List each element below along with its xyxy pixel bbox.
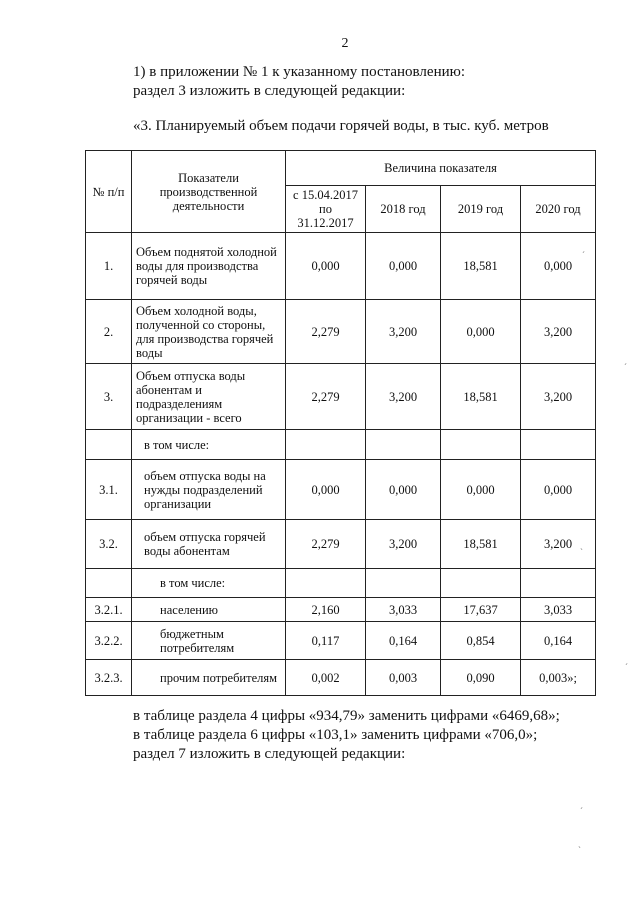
water-volume-table <box>85 150 596 696</box>
row-value: 0,000 <box>286 233 366 300</box>
header-value: Величина показателя <box>286 151 596 186</box>
row-value: 0,003»; <box>521 660 596 696</box>
table-header-row <box>86 151 596 186</box>
table-row <box>86 598 596 622</box>
section-title: «3. Планируемый объем подачи горячей воды, в тыс. куб. метров <box>133 118 549 134</box>
row-value: 0,003 <box>366 660 441 696</box>
row-num <box>86 569 132 598</box>
row-value: 0,117 <box>286 622 366 660</box>
table-row <box>86 364 596 430</box>
row-value <box>521 569 596 598</box>
table-row <box>86 520 596 569</box>
row-value: 0,000 <box>441 300 521 364</box>
row-value: 0,000 <box>521 460 596 520</box>
intro-line-2: раздел 3 изложить в следующей редакции: <box>133 83 406 99</box>
row-value: 18,581 <box>441 233 521 300</box>
row-value <box>441 430 521 460</box>
row-value: 0,854 <box>441 622 521 660</box>
row-value <box>366 430 441 460</box>
header-2020: 2020 год <box>521 186 596 233</box>
row-value: 3,200 <box>521 520 596 569</box>
scan-mark: ˊ <box>580 806 583 816</box>
row-value: 0,164 <box>521 622 596 660</box>
row-label: Объем поднятой холодной воды для производства горячей воды <box>132 233 286 300</box>
row-label: Объем холодной воды, полученной со стороны, для производства горячей воды <box>132 300 286 364</box>
row-value <box>286 569 366 598</box>
table-row <box>86 300 596 364</box>
table-row <box>86 569 596 598</box>
header-num: № п/п <box>86 151 132 233</box>
row-num: 2. <box>86 300 132 364</box>
row-value <box>286 430 366 460</box>
table-row <box>86 430 596 460</box>
row-value: 0,164 <box>366 622 441 660</box>
header-2019: 2019 год <box>441 186 521 233</box>
row-num <box>86 430 132 460</box>
intro-line-1: 1) в приложении № 1 к указанному постановлению: <box>133 64 465 80</box>
row-num: 3.1. <box>86 460 132 520</box>
row-value: 0,000 <box>366 233 441 300</box>
outro-line-2: в таблице раздела 6 цифры «103,1» заменить цифрами «706,0»; <box>133 727 538 743</box>
row-value <box>441 569 521 598</box>
row-label: населению <box>132 598 286 622</box>
row-label: Объем отпуска воды абонентам и подразделениям организации - всего <box>132 364 286 430</box>
row-value: 18,581 <box>441 364 521 430</box>
row-value: 3,200 <box>521 300 596 364</box>
row-label: прочим потребителям <box>132 660 286 696</box>
row-value: 0,000 <box>286 460 366 520</box>
row-label: в том числе: <box>132 569 286 598</box>
scan-mark: ˊ <box>582 250 585 260</box>
row-value: 3,033 <box>521 598 596 622</box>
scan-mark: ˊ <box>624 362 627 372</box>
row-num: 1. <box>86 233 132 300</box>
header-period: с 15.04.2017 по 31.12.2017 <box>286 186 366 233</box>
row-label: в том числе: <box>132 430 286 460</box>
row-value: 2,279 <box>286 520 366 569</box>
row-value: 0,002 <box>286 660 366 696</box>
outro-line-3: раздел 7 изложить в следующей редакции: <box>133 746 406 762</box>
row-value: 0,000 <box>521 233 596 300</box>
table-row <box>86 660 596 696</box>
page-number: 2 <box>341 36 349 51</box>
header-2018: 2018 год <box>366 186 441 233</box>
row-num: 3.2.1. <box>86 598 132 622</box>
scan-mark: ˏ <box>578 838 581 848</box>
row-value: 2,279 <box>286 364 366 430</box>
row-value <box>521 430 596 460</box>
row-value <box>366 569 441 598</box>
row-num: 3.2.2. <box>86 622 132 660</box>
row-value: 18,581 <box>441 520 521 569</box>
row-label: объем отпуска воды на нужды подразделений организации <box>132 460 286 520</box>
row-num: 3.2.3. <box>86 660 132 696</box>
scan-mark: ˊ <box>625 662 628 672</box>
outro-line-1: в таблице раздела 4 цифры «934,79» заменить цифрами «6469,68»; <box>133 708 560 724</box>
row-label: объем отпуска горячей воды абонентам <box>132 520 286 569</box>
row-value: 3,200 <box>366 364 441 430</box>
header-indicators: Показатели производственной деятельности <box>132 151 286 233</box>
row-value: 3,200 <box>366 520 441 569</box>
row-value: 3,033 <box>366 598 441 622</box>
row-value: 3,200 <box>521 364 596 430</box>
scan-mark: ˏ <box>580 540 583 550</box>
row-value: 17,637 <box>441 598 521 622</box>
row-value: 2,279 <box>286 300 366 364</box>
row-label: бюджетным потребителям <box>132 622 286 660</box>
table-row <box>86 460 596 520</box>
row-value: 0,000 <box>366 460 441 520</box>
row-num: 3.2. <box>86 520 132 569</box>
row-value: 0,000 <box>441 460 521 520</box>
table-row <box>86 233 596 300</box>
row-value: 2,160 <box>286 598 366 622</box>
row-value: 3,200 <box>366 300 441 364</box>
row-value: 0,090 <box>441 660 521 696</box>
row-num: 3. <box>86 364 132 430</box>
table-row <box>86 622 596 660</box>
